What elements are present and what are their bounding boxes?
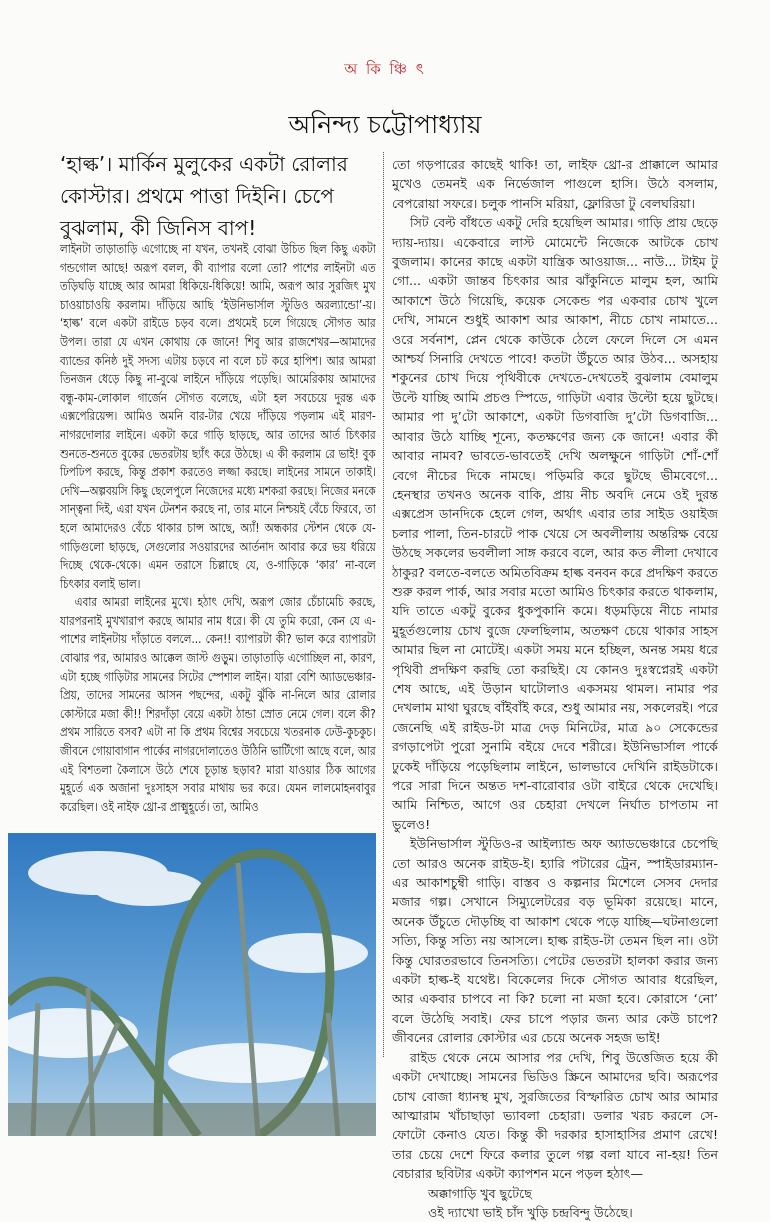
paragraph: রাইড থেকে নেমে আসার পর দেখি, শিবু উত্তেজিত হয়ে কী একটা দেখাচ্ছে। সামনের ভিডিও স্ক্রিনে আমাদের ছবি। অরূপের চোখ বোজা ধ্যানস্থ মুখ, সুরজিতের বিস্ফারিত চোখ আর আমার আত্মারাম খাঁচাছাড়া ভ্যাবলা চেহারা। ডলার খরচ করলে সে-ফোটো কেনাও যেত। কিন্তু কী দরকার হাসাহাসির প্রমাণ রেখে! তার চেয়ে দেশে ফিরে কলার তুলে গল্প বলা যাবে না-হয়! তিন বেচারার ছবিটার একটা ক্যাপশন মনে পড়ল হঠাৎ— <box>392 1049 718 1182</box>
poem-line: ওই দ্যাখো ভাই চাঁদ খুড়ি চন্দ্রবিন্দু উঠেছে। <box>428 1204 633 1220</box>
right-column <box>392 155 718 1222</box>
article-deck: ‘হাল্ক’। মার্কিন মুলুকের একটা রোলার কোস্টার। প্রথমে পাত্তা দিইনি। চেপে বুঝলাম, কী জিনিস বাপ! <box>60 152 348 240</box>
poem-line: অক্কাগাড়ি খুব ছুটেছে <box>428 1185 532 1201</box>
left-column <box>60 240 376 816</box>
column-divider <box>383 152 384 1057</box>
roller-coaster-photo <box>8 833 376 1136</box>
paragraph: এবার আমরা লাইনের মুখে। হঠাৎ দেখি, অরূপ জোর চেঁচামেচি করছে, যারপরনাই মুখখারাপ করছে আমার নাম ধরে। কী যে তুমি করো, কেন যে এ-পাশের লাইনটায় দাঁড়াতে বললে... কেন!! ব্যাপারটা কী? ভাল করে ব্যাপারটা বোঝার পর, আমারও আক্কেল জাস্ট গুড়ুম। তাড়াতাড়ি এগোচ্ছিল না, কারণ, এটা হচ্ছে গাড়িটার সামনের সিটের স্পেশাল লাইন। যারা বেশি অ্যাডভেঞ্চার-প্রিয়, তাদের সামনের আসন পছন্দের, একটু ঝুঁকি না-নিলে আর রোলার কোস্টারে মজা কী!! শিরদাঁড়া বেয়ে একটা ঠান্ডা স্রোত নেমে গেল। বলে কী? প্রথম সারিতে বসব? এটা না কি প্রথম বিশ্বের সবচেয়ে খতরনাক ঢেউ-কুচকুচ। জীবনে গোয়াবাগান পার্কের নাগরদোলাতেও উঠিনি ভার্টিগো আছে বলে, আর এই বিশতলা কৈলাসে উঠে শেষে চূড়ান্ত ছড়াব? মারা যাওয়ার ঠিক আগের মুহূর্তে এক অজানা দুঃসাহস সবার মাথায় ভর করে। যেমন লালমোহনবাবুর করেছিল। ওই নাইফ থ্রো-র প্রাক্মুহূর্তে। তা, আমিও <box>60 594 376 814</box>
paragraph: তো গড়পারের কাছেই থাকি! তা, লাইফ থ্রো-র প্রাক্কালে আমার মুখেও তেমনই এক নির্ভেজাল পাগুলে হাসি। উঠে বসলাম, বেপরোয়া সফরে। চলুক পানসি মরিয়া, ফ্লোরিডা টু বেলঘরিয়া। <box>392 157 718 211</box>
paragraph: লাইনটা তাড়াতাড়ি এগোচ্ছে না যখন, তখনই বোঝা উচিত ছিল কিছু একটা গন্ডগোল আছে! অরূপ বলল, কী ব্যাপার বলো তো? পাশের লাইনটা এত তড়িঘড়ি যাচ্ছে আর আমরা ধিকিয়ে-ধিকিয়ে! আমি, অরূপ আর সুরজিৎ মুখ চাওয়াচাওয়ি করলাম। দাঁড়িয়ে আছি ‘ইউনিভার্সাল স্টুডিও অরল্যান্ডো’-য়। ‘হাল্ক’ বলে একটা রাইডে চড়ব বলে। প্রথমেই চলে গিয়েছে সৌগত আর উপল। তারা যে এখন কোথায় কে জানে! শিবু আর রাজশেখর—আমাদের ব্যান্ডের কনিষ্ঠ দুই সদস্য এটায় চড়বে না বলে চট করে হাপিশ। আর আমরা তিনজন ধেড়ে কিছু না-বুঝে লাইনে দাঁড়িয়ে পড়েছি। আমেরিকায় আমাদের বন্ধু-কাম-লোকাল গার্জেন সৌগত বলেছে, এটা হল সবচেয়ে দুরন্ত এক এক্সপেরিয়েন্স। আমিও অমনি বার-টার খেয়ে দাঁড়িয়ে পড়লাম এই মারণ-নাগরদোলার লাইনে। একটা করে গাড়ি ছাড়ছে, আর তাদের আর্ত চিৎকার শুনতে-শুনতে বুকের ভেতরটায় ছ্যাঁৎ করে উঠছে। এ কী করলাম রে ভাই! বুক ঢিপঢিপ করছে, কিন্তু প্রকাশ করতেও লজ্জা করছে। লাইনের সামনে তাকাই। দেখি—অল্পবয়সি কিছু ছেলেপুলে নিজেদের মধ্যে মশকরা করছে। নিজের মনকে সান্ত্বনা দিই, এরা যখন টেনশন করছে না, তার মানে নিশ্চয়ই বেঁচে ফিরবে, তা হলে আমাদেরও বেঁচে থাকার চান্স আছে, অ্যাঁ! অন্ধকার স্টেশন থেকে যে-গাড়িগুলো ছাড়ছে, সেগুলোর সওয়ারদের আর্তনাদ আবার করে ভয় ধরিয়ে দিচ্ছে থেকে-থেকে। এমন তরাসে চিল্লাছে যে, ও-গাড়িকে ‘কার’ না-বলে চিৎকার বলাই ভাল। <box>60 241 376 591</box>
paragraph: ইউনিভার্সাল স্টুডিও-র আইল্যান্ড অফ অ্যাডভেঞ্চারে চেপেছি তো আরও অনেক রাইড-ই। হ্যারি পটারের ট্রেন, স্পাইডারম্যান-এর আকাশচুম্বী গাড়ি। বাস্তব ও কল্পনার মিশেলে সেসব দেদার মজার গল্প। সেখানে সিম্যুলেটরের বড় ভূমিকা রয়েছে। মানে, অনেক উঁচুতে দৌড়চ্ছি বা আকাশ থেকে পড়ে যাচ্ছি—ঘটনাগুলো সত্যি, কিন্তু সত্যি নয় আসলে। হাল্ক রাইড-টা তেমন ছিল না। ওটা কিন্তু ঘোরতরভাবে তিনসত্যি। পেটের ভেতরটা হালকা করার জন্য একটা হাল্ক-ই যথেষ্ট। বিকেলের দিকে সৌগত আবার ধরেছিল, আর একবার চাপবে না কি? চলো না মজা হবে। কোরাসে ‘নো’ বলে উঠেছি সবাই। ফের চাপে পড়ার জন্য আর কেউ চাপে? জীবনের রোলার কোস্টার এর চেয়ে অনেক সহজ ভাই! <box>392 836 718 1046</box>
author-name: অনিন্দ্য চট্টোপাধ্যায় <box>288 110 482 139</box>
paragraph: সিট বেল্ট বাঁধতে একটু দেরি হয়েছিল আমার। গাড়ি প্রায় ছেড়ে দ্যায়-দ্যায়। একেবারে লাস্ট মোমেন্টে নিজেকে আটকে চোখ বুজলাম। কানের কাছে একটা যান্ত্রিক আওয়াজ... নাউ... টাইম টু গো... একটা জান্তব চিৎকার আর ঝাঁকুনিতে মালুম হল, আমি আকাশে উঠে গিয়েছি, কয়েক সেকেন্ড পর একবার চোখ খুলে দেখি, সামনে শুধুই আকাশ আর আকাশ, নীচে চোখ নামাতে... ওরে সর্বনাশ, প্লেন থেকে কাউকে ঠেলে ফেলে দিলে সে এমন আশ্চর্য সিনারি দেখতে পাবে! কতটা উঁচুতে আর উঠব... অসহায় শকুনের চোখ দিয়ে পৃথিবীকে দেখতে-দেখতেই বুঝলাম বেমালুম উল্টে যাচ্ছি আমি প্রচণ্ড স্পিডে, গাড়িটা এবার উল্টো হয়ে ছুটছে। আমার পা দু’টো আকাশে, একটা ডিগবাজি দু’টো ডিগবাজি... আবার উঠে যাচ্ছি শূন্যে, কতক্ষণের জন্য কে জানে! এবার কী আবার নামব? ভাবতে-ভাবতেই দেখি অলক্ষুনে গাড়িটা শোঁ-শোঁ বেগে নীচের দিকে নামছে। পড়িমরি করে ছুটছে ভীমবেগে... হেনস্থার তখনও অনেক বাকি, প্রায় নীচ অবদি নেমে ওই দুরন্ত এক্সপ্রেস ডানদিকে হেলে গেল, অর্থাৎ এবার তার সাইড ওয়াইজ চলার পালা, তিন-চারটে পাক খেয়ে সে অবলীলায় অন্তরিক্ষ বেয়ে উঠছে সকলের ভবলীলা সাঙ্গ করবে বলে, আর কত লীলা দেখাবে ঠাকুর? বলতে-বলতে অমিতবিক্রম হাল্ক বনবন করে প্রদক্ষিণ করতে শুরু করল পার্ক, আর সবার মতো আমিও চিৎকার করতে থাকলাম, যদি তাতে একটু বুকের ধুকপুকানি কমে। ধড়মড়িয়ে নীচে নামার মুহূর্তগুলোয় চোখ বুজে ফেলছিলাম, অতক্ষণ চেয়ে থাকার সাহস আমার ছিল না মোটেই। একটা সময় মনে হচ্ছিল, অনন্ত সময় ধরে পৃথিবী প্রদক্ষিণ করছি তো করছিই। যে কোনও দুঃস্বপ্নেরই একটা শেষ আছে, এই উড়ান ঘাটোলাও একসময় থামল। নামার পর দেখলাম মাথা ঘুরছে বাঁইবাঁই করে, শুধু আমার নয়, সকলেরই। পরে জেনেছি এই রাইড-টা মাত্র দেড় মিনিটের, মাত্র ৯০ সেকেন্ডের রগড়াপেটা পুরো সুনামি বইয়ে দেবে শরীরে। ইউনিভার্সাল পার্কে ঢুকেই দাঁড়িয়ে পড়েছিলাম লাইনে, ভালভাবে দেখিনি রাইডটাকে। পরে সারা দিনে অন্তত দশ-বারোবার ওটা বাইরে থেকে দেখেছি। আমি নিশ্চিত, আগে ওর চেহারা দেখলে নির্ঘাত চাপতাম না ভুলেও! <box>392 215 718 832</box>
section-title: অ কি ঞ্চি ৎ <box>344 60 426 78</box>
